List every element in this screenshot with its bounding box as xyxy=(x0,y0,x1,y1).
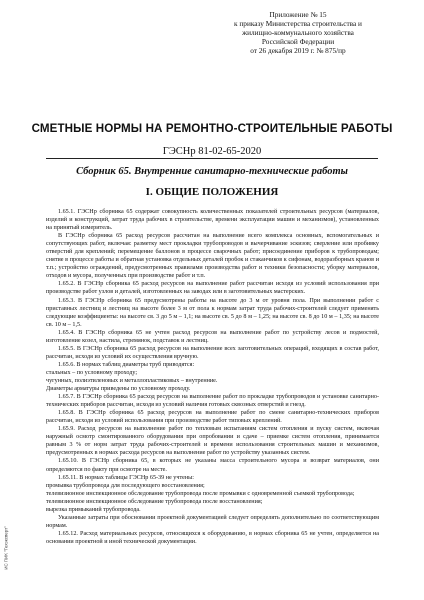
paragraph: 1.65.8. В ГЭСНр сборника 65 расход ресурсов на выполнение работ по смене санитарно-технических приборов рассчитан, исходя из условий использования при производстве работ типовых креплений. xyxy=(46,410,379,425)
paragraph: 1.65.7. В ГЭСНр сборника 65 расход ресурсов на выполнение работ по прокладке трубопроводов и установке санитарно-технических приборов рассчитан, исходя из условий наличия готовых сквозных отверстий и гнезд. xyxy=(46,394,379,409)
paragraph: 1.65.9. Расход ресурсов на выполнение работ по тепловым испытаниям систем отопления и пуску систем, включая наружный осмотр смонтированного оборудования при опробовании и сдаче – приемке систем отопления, принимается равным 3 % от норм затрат труда рабочих-строителей и времени использования строительных машин и механизмов, предусмотренных в нормах расхода ресурсов на выполнение работ по устройству указанных систем. xyxy=(46,426,379,457)
paragraph: 1.65.5. В ГЭСНр сборника 65 расход ресурсов на выполнение всех заготовительных операций, входящих в состав работ, рассчитан, исходя из условий их осуществления вручную. xyxy=(46,345,379,360)
paragraph: Указанные затраты при обосновании проектной документацией следует определять дополнительно по соответствующим нормам. xyxy=(46,514,379,529)
paragraph: 1.65.11. В нормах таблицы ГЭСНр 65-39 не учтены: xyxy=(58,474,194,481)
list-item: вырезка примыканий трубопровода. xyxy=(46,506,141,513)
list-item: промывка трубопровода для последующего восстановления; xyxy=(46,482,205,489)
paragraph: 1.65.12. Расход материальных ресурсов, относящихся к оборудованию, в нормах сборника 65 не учтен, определяется на основании проектной и иной технической документации. xyxy=(46,530,379,545)
appendix-line: жилищно-коммунального хозяйства xyxy=(242,27,354,37)
paragraph: Диаметры арматуры приведены по условному проходу. xyxy=(46,386,191,393)
list-item: чугунных, полиэтиленовых и металлопластиковых – внутренние. xyxy=(46,377,218,384)
paragraph: В ГЭСНр сборника 65 расход ресурсов рассчитан на выполнение всего комплекса основных, вспомогательных и сопутствующих работ, включая: разметку мест прокладки трубопроводов и вычерчивание эскизов; сверление или пробивку отверстий для креплений; перемещение баллонов в процессе сварочных работ; присоединение приборов к трубопроводам; снятие в процессе работы и обратная установка отдельных деталей пробок и стаканчиков к сифонам, водоразборных кранов и т.п.; устройство ограждений, предусмотренных правилами производства работ и техники безопасности; уборку материалов, отходов и мусора, полученных при производстве работ и т.п. xyxy=(46,233,379,280)
appendix-header xyxy=(208,11,388,56)
section-heading: I. ОБЩИЕ ПОЛОЖЕНИЯ xyxy=(145,186,279,198)
collection-title: Сборник 65. Внутренние санитарно-технические работы xyxy=(76,166,348,177)
paragraph: 1.65.2. В ГЭСНр сборника 65 расход ресурсов на выполнение работ рассчитан исходя из условий использования при производстве работ узлов и деталей, изготовленных на заводах или в заготовительных мастерских. xyxy=(46,281,379,296)
appendix-line: Приложение № 15 xyxy=(269,10,327,19)
paragraph: 1.65.6. В нормах таблиц диаметры труб приводятся: xyxy=(58,361,195,368)
paragraph: 1.65.4. В ГЭСНр сборника 65 не учтен расход ресурсов на выполнение работ по устройству лесов и подмостей, изготовление козел, настила, стремянок, подставок и лестниц. xyxy=(46,329,379,344)
document-body xyxy=(46,208,379,546)
norm-code: ГЭСНр 81-02-65-2020 xyxy=(162,146,262,157)
list-item: телевизионное инспекционное обследование трубопровода после промывки с одновременной съемкой трубопровода; xyxy=(46,490,355,497)
side-stamp xyxy=(2,506,10,590)
appendix-line: к приказу Министерства строительства и xyxy=(234,18,362,28)
side-stamp-text: ИС ПИК "Техэксперт" xyxy=(3,526,9,570)
list-item: стальных – по условному проходу; xyxy=(46,369,138,376)
document-title: СМЕТНЫЕ НОРМЫ НА РЕМОНТНО-СТРОИТЕЛЬНЫЕ РАБОТЫ xyxy=(31,122,393,135)
list-item: телевизионное инспекционное обследование трубопровода после восстановления; xyxy=(46,498,263,505)
paragraph: 1.65.10. В ГЭСНр сборника 65, в которых не указаны масса строительного мусора и возврат материалов, они определяются по факту при осмотре на месте. xyxy=(46,458,379,473)
appendix-line: Российской Федерации xyxy=(261,36,335,46)
paragraph: 1.65.1. ГЭСНр сборника 65 содержат совокупность количественных показателей строительных ресурсов (материалов, изделий и конструкций, затрат труда рабочих в строительстве, времени эксплуатации машин и механизмов), установленных на принятый измеритель. xyxy=(46,209,379,232)
divider xyxy=(46,158,378,159)
appendix-line: от 26 декабря 2019 г. № 875/пр xyxy=(250,45,346,55)
paragraph: 1.65.3. В ГЭСНр сборника 65 предусмотрены работы на высоте до 3 м от уровня пола. При выполнении работ с приставных лестниц и лестниц на высоте более 3 м от пола к нормам затрат труда рабочих-строителей следует применять следующие коэффициенты: на высоте св. 3 до 5 м – 1,1; на высоте св. 5 до 8 м – 1,25; на высоте св. 8 до 10 м – 1,35; на высоте св. 10 м – 1,5. xyxy=(46,297,379,328)
